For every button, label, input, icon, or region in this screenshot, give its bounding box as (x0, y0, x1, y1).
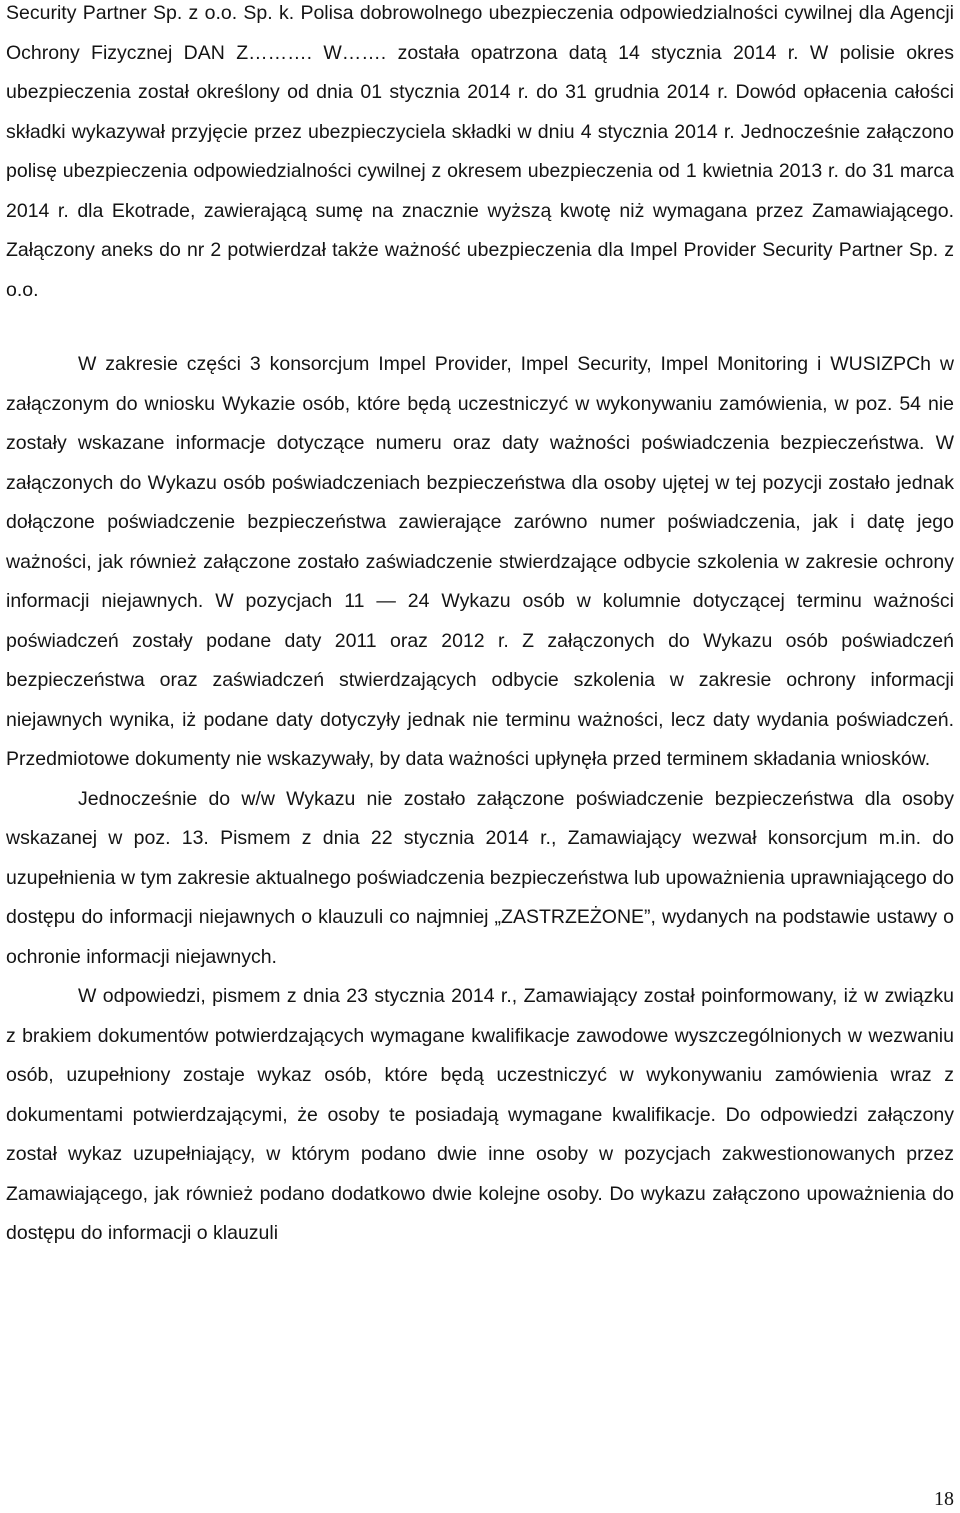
page-number: 18 (934, 1488, 954, 1510)
paragraph-response-letter: W odpowiedzi, pismem z dnia 23 stycznia 2014 r., Zamawiający został poinformowany, iż w związku z brakiem dokumentów potwierdzających wymagane kwalifikacje zawodowe wyszczególnionych w wezwaniu osób, uzupełniony zostaje wykaz osób, które będą uczestniczyć w wykonywaniu zamówienia wraz z dokumentami potwierdzającymi, że osoby te posiadają wymagane kwalifikacje. Do odpowiedzi załączony został wykaz uzupełniający, w którym podano dwie inne osoby w pozycjach zakwestionowanych przez Zamawiającego, jak również podano dodatkowo dwie kolejne osoby. Do wykazu załączono upoważnienia do dostępu do informacji o klauzuli (6, 985, 954, 1244)
paragraph-part-3-consortium: W zakresie części 3 konsorcjum Impel Provider, Impel Security, Impel Monitoring i WUSIZPCh w załączonym do wniosku Wykazie osób, które będą uczestniczyć w wykonywaniu zamówienia, w poz. 54 nie zostały wskazane informacje dotyczące numeru oraz daty ważności poświadczenia bezpieczeństwa. W załączonych do Wykazu osób poświadczeniach bezpieczeństwa dla osoby ujętej w tej pozycji zostało jednak dołączone poświadczenie bezpieczeństwa zawierające zarówno numer poświadczenia, jak i datę jego ważności, jak również załączone zostało zaświadczenie stwierdzające odbycie szkolenia w zakresie ochrony informacji niejawnych. W pozycjach 11 — 24 Wykazu osób w kolumnie dotyczącej terminu ważności poświadczeń zostały podane daty 2011 oraz 2012 r. Z załączonych do Wykazu osób poświadczeń bezpieczeństwa oraz zaświadczeń stwierdzających odbycie szkolenia w zakresie ochrony informacji niejawnych wynika, iż podane daty dotyczyły jednak nie terminu ważności, lecz daty wydania poświadczeń. Przedmiotowe dokumenty nie wskazywały, by data ważności upłynęła przed terminem składania wniosków. (6, 353, 954, 770)
document-page (6, 0, 954, 1513)
paragraph-missing-clearance: Jednocześnie do w/w Wykazu nie zostało załączone poświadczenie bezpieczeństwa dla osoby wskazanej w poz. 13. Pismem z dnia 22 stycznia 2014 r., Zamawiający wezwał konsorcjum m.in. do uzupełnienia w tym zakresie aktualnego poświadczenia bezpieczeństwa lub upoważnienia uprawniającego do dostępu do informacji niejawnych o klauzuli co najmniej „ZASTRZEŻONE”, wydanych na podstawie ustawy o ochronie informacji niejawnych. (6, 787, 954, 968)
paragraph-insurance-policy: Security Partner Sp. z o.o. Sp. k. Polisa dobrowolnego ubezpieczenia odpowiedzialności cywilnej dla Agencji Ochrony Fizycznej DAN Z………. W……. została opatrzona datą 14 stycznia 2014 r. W polisie okres ubezpieczenia został określony od dnia 01 stycznia 2014 r. do 31 grudnia 2014 r. Dowód opłacenia całości składki wykazywał przyjęcie przez ubezpieczyciela składki w dniu 4 stycznia 2014 r. Jednocześnie załączono polisę ubezpieczenia odpowiedzialności cywilnej z okresem ubezpieczenia od 1 kwietnia 2013 r. do 31 marca 2014 r. dla Ekotrade, zawierającą sumę na znacznie wyższą kwotę niż wymagana przez Zamawiającego. Załączony aneks do nr 2 potwierdzał także ważność ubezpieczenia dla Impel Provider Security Partner Sp. z o.o. (6, 2, 954, 301)
